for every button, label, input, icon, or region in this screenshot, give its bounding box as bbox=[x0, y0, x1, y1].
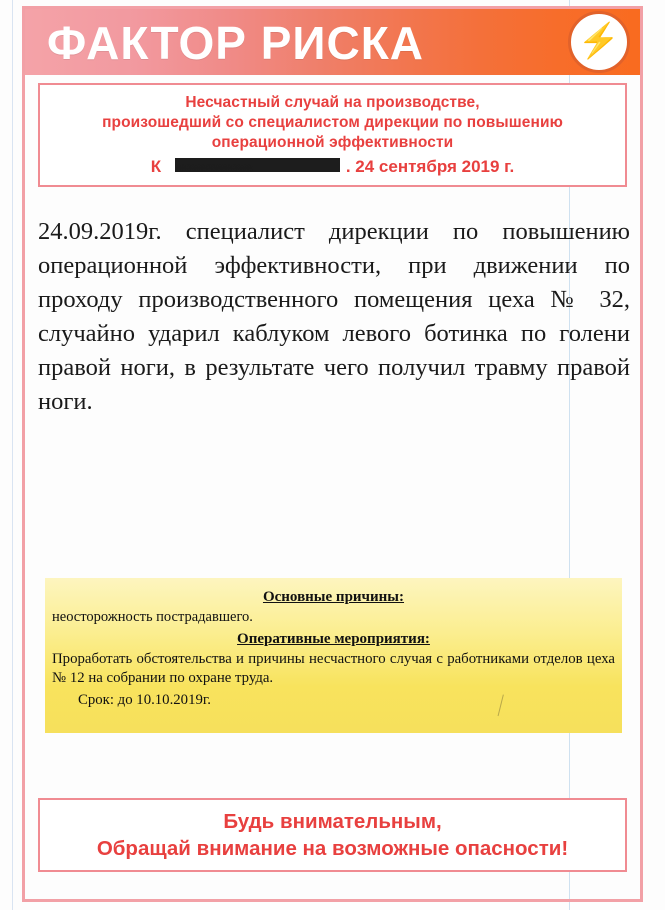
incident-date: . 24 сентября 2019 г. bbox=[345, 157, 515, 176]
incident-date-row bbox=[40, 156, 625, 178]
incident-title-box bbox=[38, 83, 627, 187]
hazard-badge bbox=[568, 11, 630, 73]
redacted-block: 888888888888888 bbox=[175, 158, 340, 172]
lightning-bolt-icon: ⚡ bbox=[577, 22, 621, 60]
causes-block bbox=[45, 578, 622, 733]
scan-artifact-line-left bbox=[12, 0, 13, 910]
incident-title-line-3: операционной эффективности bbox=[211, 134, 454, 151]
incident-description: 24.09.2019г. специалист дирекции по повышению операционной эффективности, при движении по проходу производственного помещения цеха № 32, случайно ударил каблуком левого ботинка по голени правой ноги, в результате чего получил травму правой ноги. bbox=[38, 218, 630, 415]
footer-line-2: Обращай внимание на возможные опасности! bbox=[96, 837, 569, 860]
footer-line-1: Будь внимательным, bbox=[223, 810, 442, 833]
causes-content bbox=[52, 588, 615, 710]
incident-date-prefix: К bbox=[150, 157, 162, 176]
header-banner bbox=[25, 9, 640, 75]
causes-heading: Основные причины: bbox=[262, 589, 405, 605]
actions-text: Проработать обстоятельства и причины несчастного случая с работниками отделов цеха № 12 на собрании по охране труда. bbox=[52, 651, 615, 686]
page-title: ФАКТОР РИСКА bbox=[47, 17, 425, 69]
causes-main-text: неосторожность пострадавшего. bbox=[52, 609, 253, 625]
actions-heading: Оперативные мероприятия: bbox=[237, 631, 430, 647]
footer-box bbox=[38, 798, 627, 872]
actions-deadline: Срок: до 10.10.2019г. bbox=[78, 692, 211, 708]
incident-title-line-2: произошедший со специалистом дирекции по повышению bbox=[102, 114, 563, 131]
incident-title-line-1: Несчастный случай на производстве, bbox=[185, 94, 480, 111]
